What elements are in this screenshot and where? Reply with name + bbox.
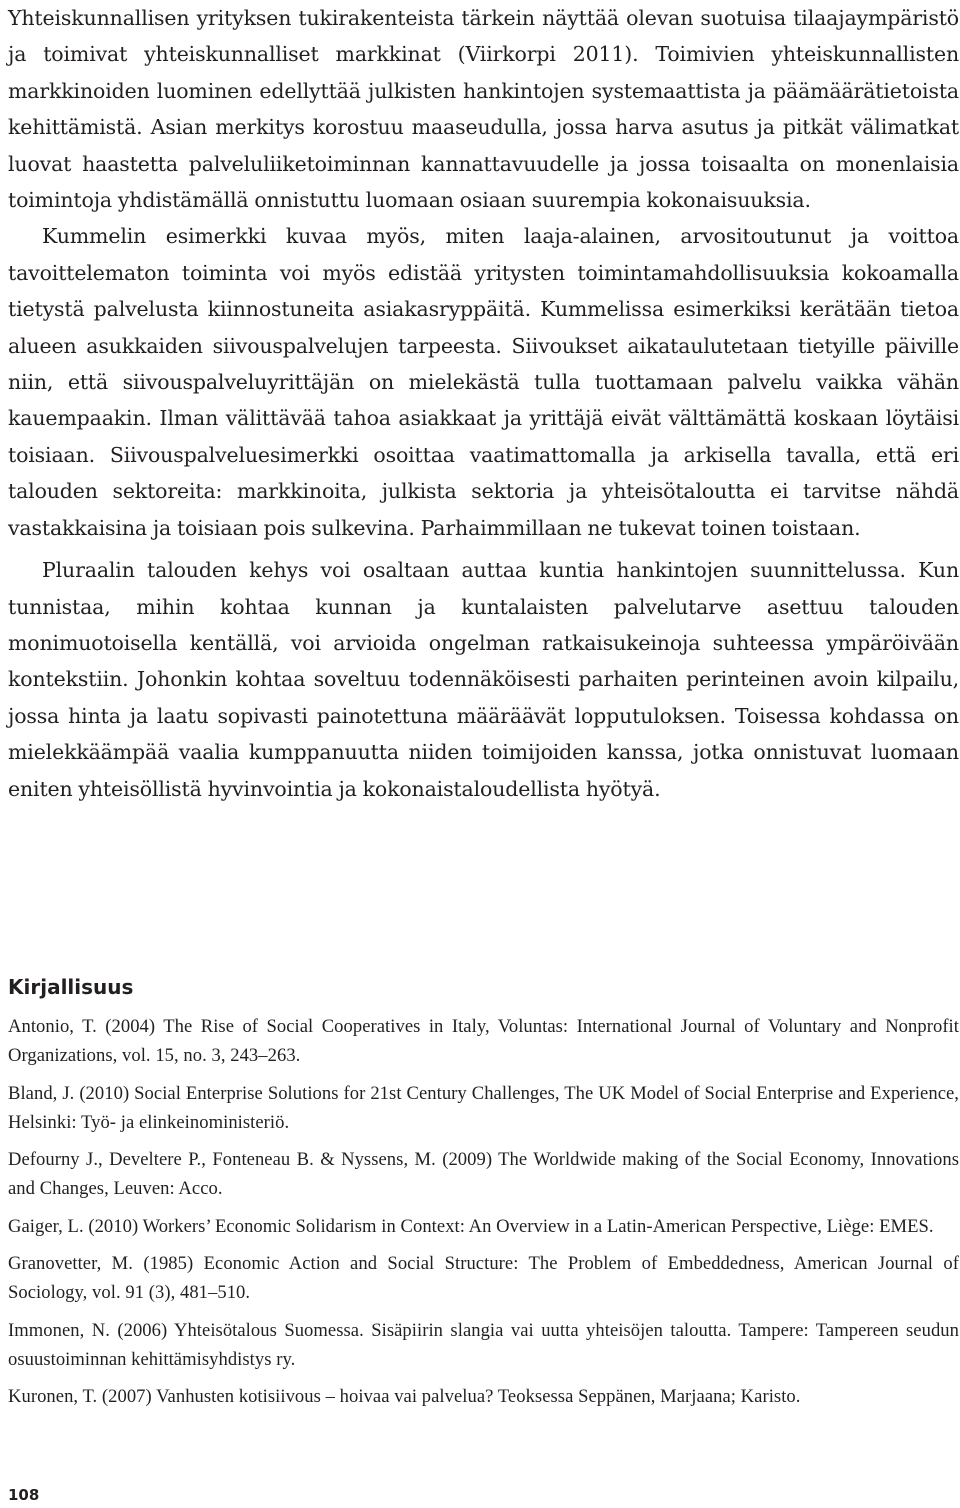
body-paragraph: Pluraalin talouden kehys voi osaltaan auttaa kuntia hankintojen suunnittelussa. Kun tunnistaa, mihin kohtaa kunnan ja kuntalaisten palvelutarve asettuu talouden monimuotoisella kentällä, voi arvioida ongelman ratkaisukeinoja suhteessa ympäröivään kontekstiin. Johonkin kohtaa soveltuu todennäköisesti parhaiten perinteinen avoin kilpailu, jossa hinta ja laatu sopivasti painotettuna määräävät lopputuloksen. Toisessa kohdassa on mielekkäämpää vaalia kumppanuutta niiden toimijoiden kanssa, jotka onnistuvat luomaan eniten yhteisöllistä hyvinvointia ja kokonaistaloudellista hyötyä. xyxy=(8,558,959,801)
page-number: 108 xyxy=(8,1486,40,1504)
reference-item: Kuronen, T. (2007) Vanhusten kotisiivous – hoivaa vai palvelua? Teoksessa Seppänen, Marjaana; Karisto. xyxy=(8,1386,801,1407)
reference-item: Bland, J. (2010) Social Enterprise Solutions for 21st Century Challenges, The UK Model of Social Enterprise and Experience, Helsinki: Työ- ja elinkeinoministeriö. xyxy=(8,1082,959,1133)
reference-item: Immonen, N. (2006) Yhteisötalous Suomessa. Sisäpiirin slangia vai uutta yhteisöjen taloutta. Tampere: Tampereen seudun osuustoiminnan kehittämisyhdistys ry. xyxy=(8,1319,959,1370)
body-text xyxy=(8,0,959,807)
reference-item: Antonio, T. (2004) The Rise of Social Cooperatives in Italy, Voluntas: International Journal of Voluntary and Nonprofit Organizations, vol. 15, no. 3, 243–263. xyxy=(8,1016,959,1066)
reference-item: Gaiger, L. (2010) Workers’ Economic Solidarism in Context: An Overview in a Latin-American Perspective, Liège: EMES. xyxy=(8,1215,934,1237)
references-list xyxy=(8,1012,959,1420)
reference-item: Granovetter, M. (1985) Economic Action and Social Structure: The Problem of Embeddedness, American Journal of Sociology, vol. 91 (3), 481–510. xyxy=(8,1253,959,1303)
page-body xyxy=(8,0,959,807)
reference-item: Defourny J., Develtere P., Fonteneau B. & Nyssens, M. (2009) The Worldwide making of the Social Economy, Innovations and Changes, Leuven: Acco. xyxy=(8,1149,959,1199)
body-paragraph: Yhteiskunnallisen yrityksen tukirakenteista tärkein näyttää olevan suotuisa tilaajaympäristö ja toimivat yhteiskunnalliset markkinat (Viirkorpi 2011). Toimivien yhteiskunnallisten markkinoiden luominen edellyttää julkisten hankintojen systemaattista ja päämäärätietoista kehittämistä. Asian merkitys korostuu maaseudulla, jossa harva asutus ja pitkät välimatkat luovat haastetta palveluliiketoiminnan kannattavuudelle ja jossa toisaalta on monenlaisia toimintoja yhdistämällä onnistuttu luomaan osiaan suurempia kokonaisuuksia. xyxy=(8,6,959,213)
references-heading: Kirjallisuus xyxy=(8,975,134,999)
body-paragraph: Kummelin esimerkki kuvaa myös, miten laaja-alainen, arvositoutunut ja voittoa tavoittelematon toiminta voi myös edistää yritysten toimintamahdollisuuksia kokoamalla tietystä palvelusta kiinnostuneita asiakasryppäitä. Kummelissa esimerkiksi kerätään tietoa alueen asukkaiden siivouspalvelujen tarpeesta. Siivoukset aikataulutetaan tietyille päiville niin, että siivouspalveluyrittäjän on mielekästä tulla tuottamaan palvelu vaikka vähän kauempaakin. Ilman välittävää tahoa asiakkaat ja yrittäjä eivät välttämättä koskaan löytäisi toisiaan. Siivouspalveluesimerkki osoittaa vaatimattomalla ja arkisella tavalla, että eri talouden sektoreita: markkinoita, julkista sektoria ja yhteisötaloutta ei tarvitse nähdä vastakkaisina ja toisiaan pois sulkevina. Parhaimmillaan ne tukevat toinen toistaan. xyxy=(8,224,959,540)
